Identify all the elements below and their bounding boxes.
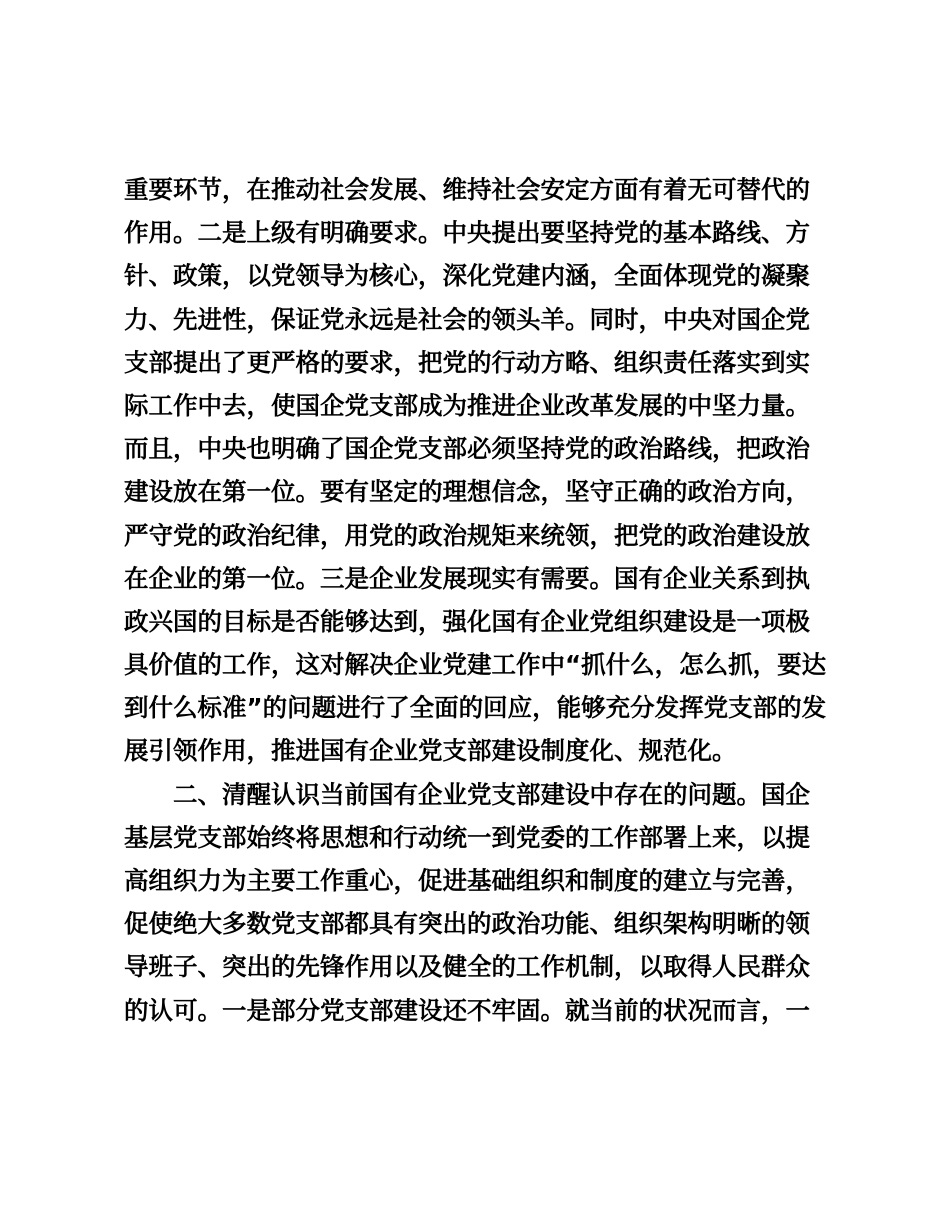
body-text (124, 168, 834, 1032)
text-line: 展引领作用，推进国有企业党支部建设制度化、规范化。 (124, 736, 737, 766)
text-line: 政兴国的目标是否能够达到，强化国有企业党组织建设是一项极 (124, 606, 810, 636)
text-line: 作用。二是上级有明确要求。中央提出要坚持党的基本路线、方 (124, 218, 810, 248)
text-line: 促使绝大多数党支部都具有突出的政治功能、组织架构明晰的领 (124, 909, 810, 939)
text-line: 支部提出了更严格的要求，把党的行动方略、组织责任落实到实 (124, 347, 810, 377)
text-line: 在企业的第一位。三是企业发展现实有需要。国有企业关系到执 (124, 563, 810, 593)
text-line: 到什么标准”的问题进行了全面的回应，能够充分发挥党支部的发 (124, 693, 827, 723)
text-line: 导班子、突出的先锋作用以及健全的工作机制，以取得人民群众 (124, 952, 810, 982)
section-heading-line: 二、清醒认识当前国有企业党支部建设中存在的问题。国企 (173, 779, 810, 809)
text-line: 际工作中去，使国企党支部成为推进企业改革发展的中坚力量。 (124, 390, 810, 420)
text-line: 力、先进性，保证党永远是社会的领头羊。同时，中央对国企党 (124, 304, 810, 334)
text-line: 具价值的工作，这对解决企业党建工作中“抓什么，怎么抓，要达 (124, 650, 827, 680)
text-line: 高组织力为主要工作重心，促进基础组织和制度的建立与完善， (124, 866, 810, 895)
text-line: 针、政策，以党领导为核心，深化党建内涵，全面体现党的凝聚 (124, 261, 810, 291)
text-line: 严守党的政治纪律，用党的政治规矩来统领，把党的政治建设放 (124, 520, 810, 550)
text-line: 建设放在第一位。要有坚定的理想信念，坚守正确的政治方向， (124, 477, 810, 507)
text-line: 重要环节，在推动社会发展、维持社会安定方面有着无可替代的 (124, 175, 810, 204)
text-line: 基层党支部始终将思想和行动统一到党委的工作部署上来，以提 (124, 822, 810, 852)
text-line: 的认可。一是部分党支部建设还不牢固。就当前的状况而言，一 (124, 995, 810, 1025)
text-line: 而且，中央也明确了国企党支部必须坚持党的政治路线，把政治 (124, 434, 810, 464)
